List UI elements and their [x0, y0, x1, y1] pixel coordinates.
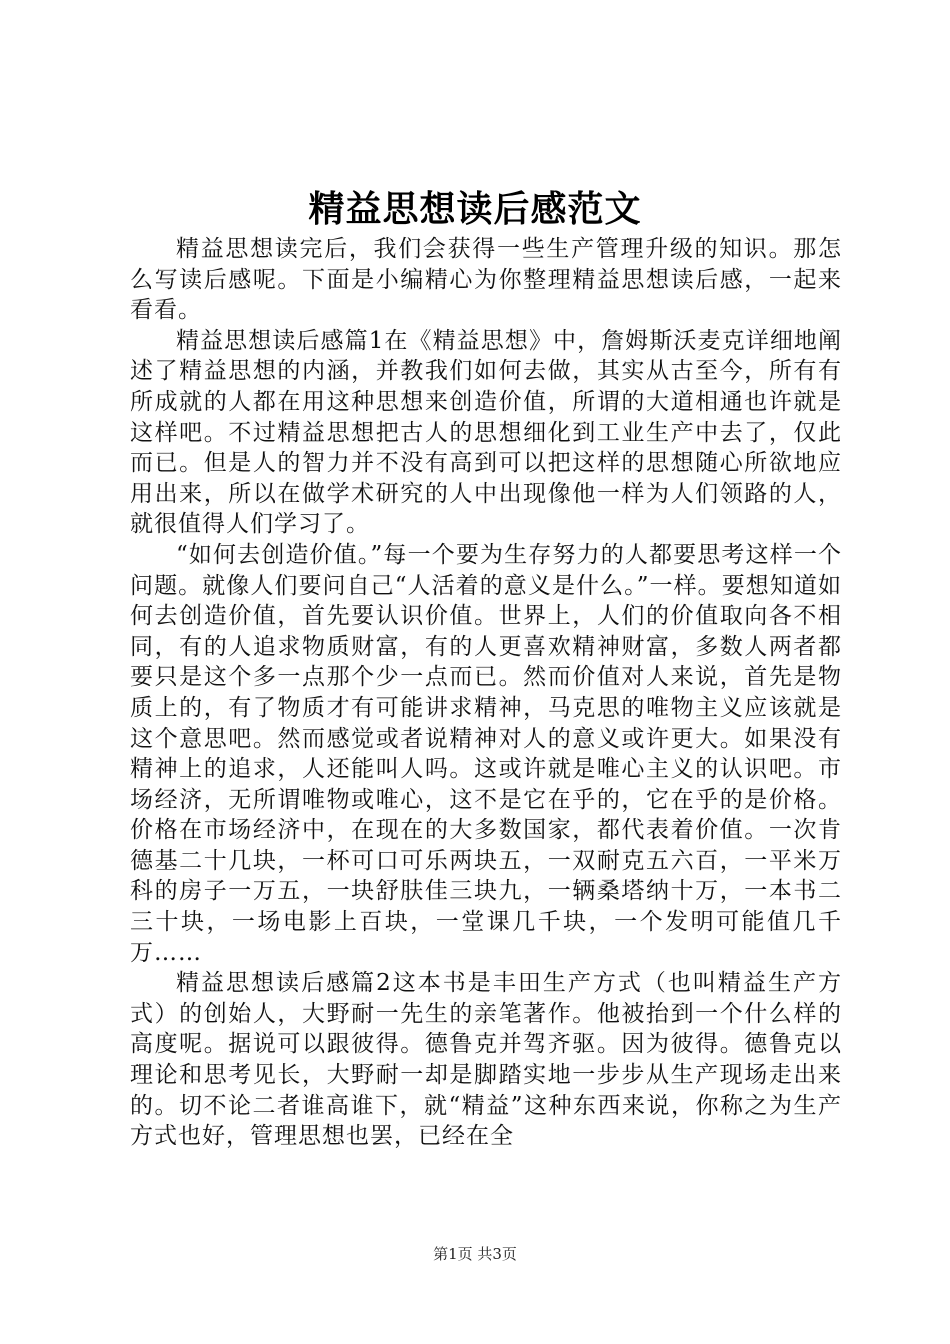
paragraph-essay-1: 精益思想读后感篇1在《精益思想》中，詹姆斯沃麦克详细地阐述了精益思想的内涵，并教我们如何去做，其实从古至今，所有有所成就的人都在用这种思想来创造价值，所谓的大道相通也许就是这样吧。不过精益思想把古人的思想细化到工业生产中去了，仅此而已。但是人的智力并不没有高到可以把这样的思想随心所欲地应用出来，所以在做学术研究的人中出现像他一样为人们领路的人，就很值得人们学习了。 — [130, 327, 842, 538]
document-body — [130, 234, 842, 1152]
page-title: 精益思想读后感范文 — [308, 188, 642, 230]
page-footer: 第1页 共3页 — [433, 1245, 517, 1263]
paragraph-essay-2: 精益思想读后感篇2这本书是丰田生产方式（也叫精益生产方式）的创始人，大野耐一先生的亲笔著作。他被抬到一个什么样的高度呢。据说可以跟彼得。德鲁克并驾齐驱。因为彼得。德鲁克以理论和思考见长，大野耐一却是脚踏实地一步步从生产现场走出来的。切不论二者谁高谁下，就“精益”这种东西来说，你称之为生产方式也好，管理思想也罢，已经在全 — [130, 970, 842, 1150]
paragraph-value: “如何去创造价值。”每一个要为生存努力的人都要思考这样一个问题。就像人们要问自己“人活着的意义是什么。”一样。要想知道如何去创造价值，首先要认识价值。世界上，人们的价值取向各不相同，有的人追求物质财富，有的人更喜欢精神财富，多数人两者都要只是这个多一点那个少一点而已。然而价值对人来说，首先是物质上的，有了物质才有可能讲求精神，马克思的唯物主义应该就是这个意思吧。然而感觉或者说精神对人的意义或许更大。如果没有精神上的追求，人还能叫人吗。这或许就是唯心主义的认识吧。市场经济，无所谓唯物或唯心，这不是它在乎的，它在乎的是价格。价格在市场经济中，在现在的大多数国家，都代表着价值。一次肯德基二十几块，一杯可口可乐两块五，一双耐克五六百，一平米万科的房子一万五，一块舒肤佳三块九，一辆桑塔纳十万，一本书二三十块，一场电影上百块，一堂课几千块，一个发明可能值几千万…… — [130, 541, 842, 966]
paragraph-intro: 精益思想读完后，我们会获得一些生产管理升级的知识。那怎么写读后感呢。下面是小编精心为你整理精益思想读后感，一起来看看。 — [130, 236, 842, 324]
